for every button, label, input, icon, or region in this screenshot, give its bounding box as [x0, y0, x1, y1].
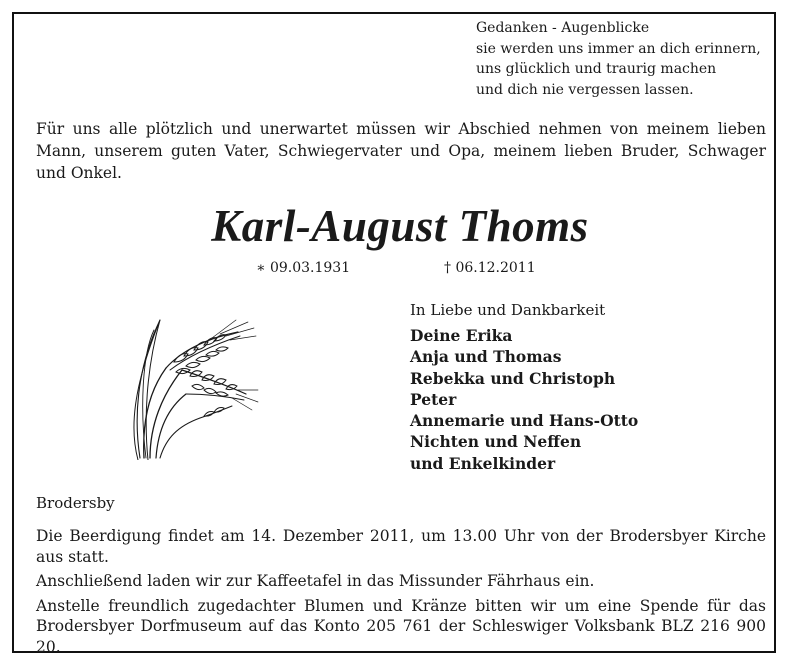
mourner-name: Rebekka und Christoph	[410, 368, 616, 388]
mourner-name: Anja und Thomas	[410, 347, 562, 367]
funeral-details	[36, 526, 766, 657]
wheat-ears-icon	[120, 310, 260, 460]
intro-text: Für uns alle plötzlich und unerwartet müssen wir Abschied nehmen von meinem lieben Mann, unserem guten Vater, Schwiegervater und Opa, meinem lieben Bruder, Schwager und Onkel.	[36, 120, 766, 182]
mourner-name: Peter	[410, 389, 457, 409]
death-date: † 06.12.2011	[444, 260, 536, 276]
poem-line: uns glücklich und traurig machen	[476, 61, 717, 77]
place-name: Brodersby	[36, 494, 115, 512]
mourner-name: Annemarie und Hans-Otto	[410, 411, 639, 431]
deceased-name: Karl-August Thoms	[211, 201, 589, 251]
mourners-list	[410, 325, 638, 474]
mourner-name: Nichten und Neffen	[410, 432, 582, 452]
donation-info: Anstelle freundlich zugedachter Blumen und Kränze bitten wir um eine Spende für das Brodersbyer Dorfmuseum auf das Konto 205 761 der Schleswiger Volksbank BLZ 216 900 20.	[36, 596, 766, 656]
poem-line: und dich nie vergessen lassen.	[476, 81, 694, 98]
poem-line: Gedanken - Augenblicke	[476, 20, 650, 36]
reception-info: Anschließend laden wir zur Kaffeetafel in das Missunder Fährhaus ein.	[36, 572, 595, 590]
birth-date: ∗ 09.03.1931	[256, 260, 351, 276]
mourner-name: und Enkelkinder	[410, 453, 556, 473]
dedication-line: In Liebe und Dankbarkeit	[410, 301, 606, 319]
funeral-info: Die Beerdigung findet am 14. Dezember 2011, um 13.00 Uhr von der Brodersbyer Kirche aus statt.	[36, 527, 766, 566]
poem	[476, 18, 766, 100]
mourner-name: Deine Erika	[410, 326, 513, 345]
poem-line: sie werden uns immer an dich erinnern,	[476, 40, 761, 57]
